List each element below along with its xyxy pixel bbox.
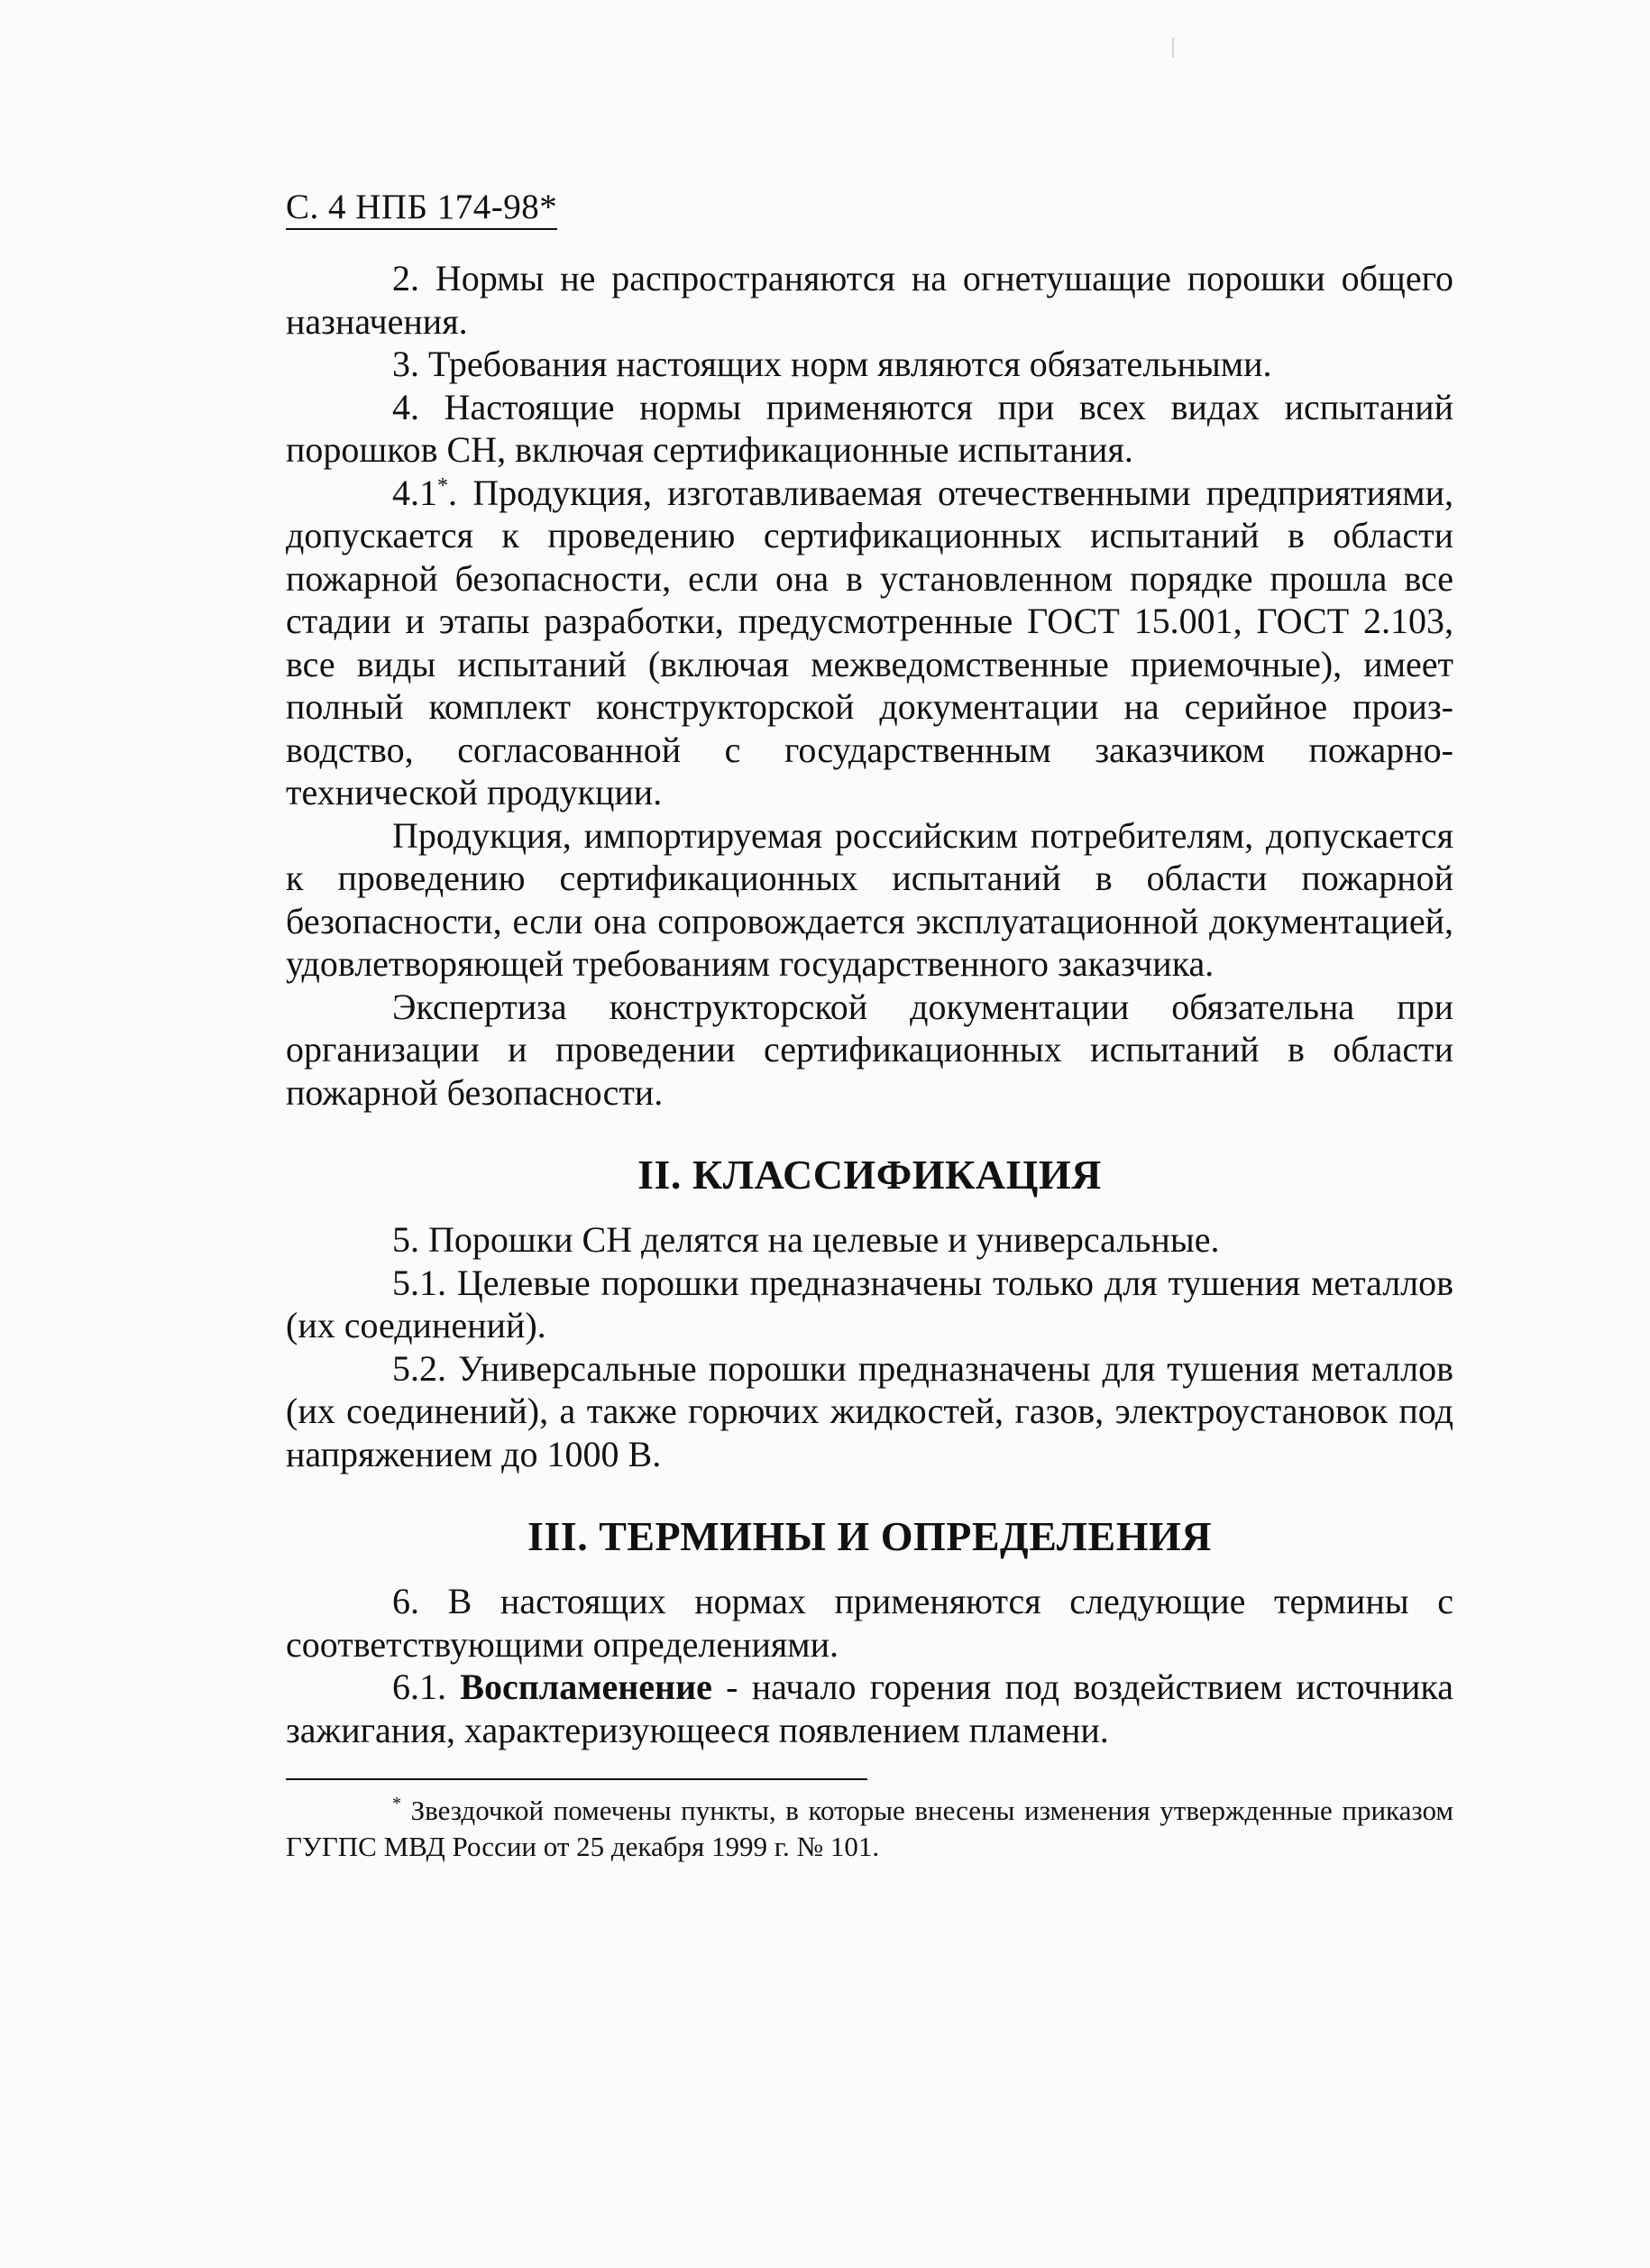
paragraph-5-2: 5.2. Универсальные порошки предназначены для тушения металлов (их соединений), а также горючих жидкостей, газов, электроустановок под напряжением до 1000 В. <box>286 1347 1453 1474</box>
amendment-star: * <box>437 473 448 498</box>
footnote-star: * <box>392 1794 401 1813</box>
paragraph-text: . Продукция, изготавливаемая отечественными предприятиями, допускается к проведению сертификационных испытаний в области пожарной безопасности, если она в установленном порядке прошла все стадии и этапы разработки, предусмотренные ГОСТ 15.001, ГОСТ 2.103, все виды испытаний (включая межведомственные приемочные), имеет полный комплект конструкторской документации на серийное производство, согласованной с государственным заказчиком пожарно-технической продукции. <box>286 472 1453 813</box>
paragraph-5-1: 5.1. Целевые порошки предназначены только для тушения металлов (их соединений). <box>286 1262 1453 1345</box>
section-title-classification: II. КЛАССИФИКАЦИЯ <box>637 1152 1102 1198</box>
paragraph-6: 6. В настоящих нормах применяются следующие термины с соответствующими определениями. <box>286 1581 1453 1665</box>
paragraph-3: 3. Требования настоящих норм являются обязательными. <box>392 344 1272 384</box>
paragraph-4-1 <box>286 472 1453 814</box>
running-head: С. 4 НПБ 174-98* <box>286 186 557 230</box>
paragraph-expertise: Экспертиза конструкторской документации обязательна при организации и проведении сертификационных испытаний в области пожарной безопасности. <box>286 986 1453 1113</box>
scan-artifact <box>1172 38 1174 58</box>
defined-term: Воспламенение <box>460 1667 712 1707</box>
paragraph-4: 4. Настоящие нормы применяются при всех видах испытаний порошков СН, включая сертификационные испытания. <box>286 386 1453 470</box>
footnote-separator <box>286 1778 867 1780</box>
footnote-text: Звездочкой помечены пункты, в которые внесены изменения утвержденные приказом ГУГПС МВД России от 25 декабря 1999 г. № 101. <box>286 1795 1453 1862</box>
section-title-terms: III. ТЕРМИНЫ И ОПРЕДЕЛЕНИЯ <box>527 1513 1213 1559</box>
paragraph-5: 5. Порошки СН делятся на целевые и универсальные. <box>392 1219 1220 1260</box>
paragraph-2: 2. Нормы не распространяются на огнетушащие порошки общего назначения. <box>286 258 1453 342</box>
paragraph-6-1 <box>286 1666 1453 1751</box>
paragraph-number: 6.1. <box>392 1667 461 1707</box>
footnote <box>286 1793 1453 1865</box>
paragraph-import-products: Продукция, импортируемая российским потребителям, допускается к проведению сертификационных испытаний в области пожарной безопасности, если она сопровождается эксплуатационной документацией, удовлетворяющей требованиям государственного заказчика. <box>286 814 1453 984</box>
page-content <box>286 185 1453 1865</box>
paragraph-number: 4.1 <box>392 472 437 513</box>
term-definition: - начало горения под воздействием источника зажигания, характеризующееся появлением пламени. <box>286 1667 1454 1750</box>
